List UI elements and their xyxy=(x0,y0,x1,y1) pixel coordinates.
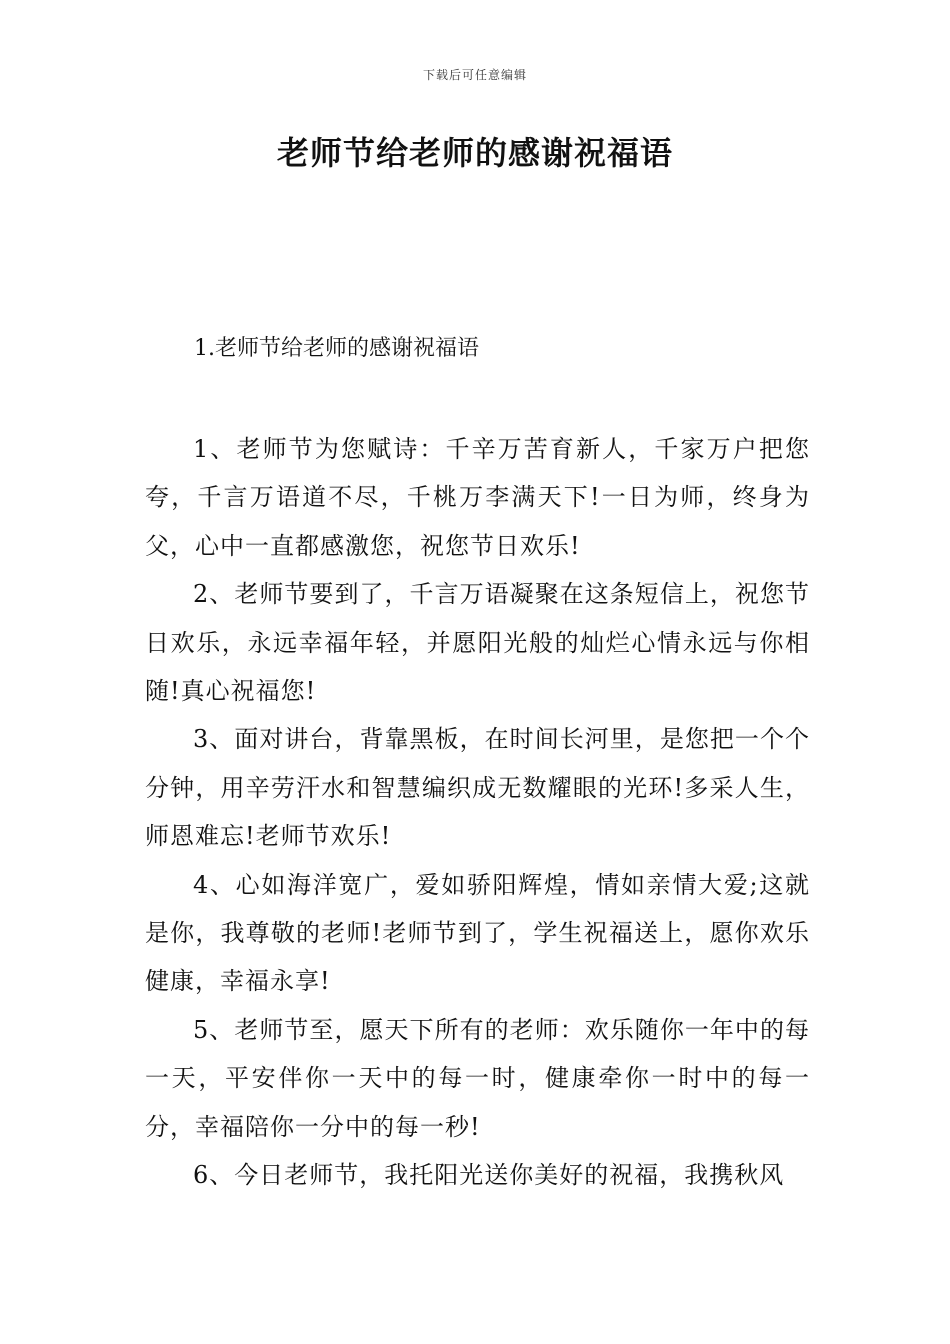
body-text xyxy=(145,425,810,1200)
paragraph-5: 5、老师节至，愿天下所有的老师：欢乐随你一年中的每一天，平安伴你一天中的每一时，健康牵你一时中的每一分，幸福陪你一分中的每一秒! xyxy=(145,1015,810,1141)
header-note: 下载后可任意编辑 xyxy=(422,68,527,82)
paragraph-3: 3、面对讲台，背靠黑板，在时间长河里，是您把一个个分钟，用辛劳汗水和智慧编织成无数耀眼的光环!多采人生，师恩难忘!老师节欢乐! xyxy=(145,725,810,851)
document-title: 老师节给老师的感谢祝福语 xyxy=(276,134,673,172)
paragraph-2: 2、老师节要到了，千言万语凝聚在这条短信上，祝您节日欢乐，永远幸福年轻，并愿阳光般的灿烂心情永远与你相随!真心祝福您! xyxy=(145,580,810,706)
section-heading: 1.老师节给老师的感谢祝福语 xyxy=(194,336,479,361)
paragraph-6: 6、今日老师节，我托阳光送你美好的祝福，我携秋风 xyxy=(193,1161,785,1190)
paragraph-4: 4、心如海洋宽广，爱如骄阳辉煌，情如亲情大爱;这就是你，我尊敬的老师!老师节到了，学生祝福送上，愿你欢乐健康，幸福永享! xyxy=(145,870,810,996)
paragraph-1: 1、老师节为您赋诗：千辛万苦育新人，千家万户把您夸，千言万语道不尽，千桃万李满天下!一日为师，终身为父，心中一直都感激您，祝您节日欢乐! xyxy=(145,435,810,560)
